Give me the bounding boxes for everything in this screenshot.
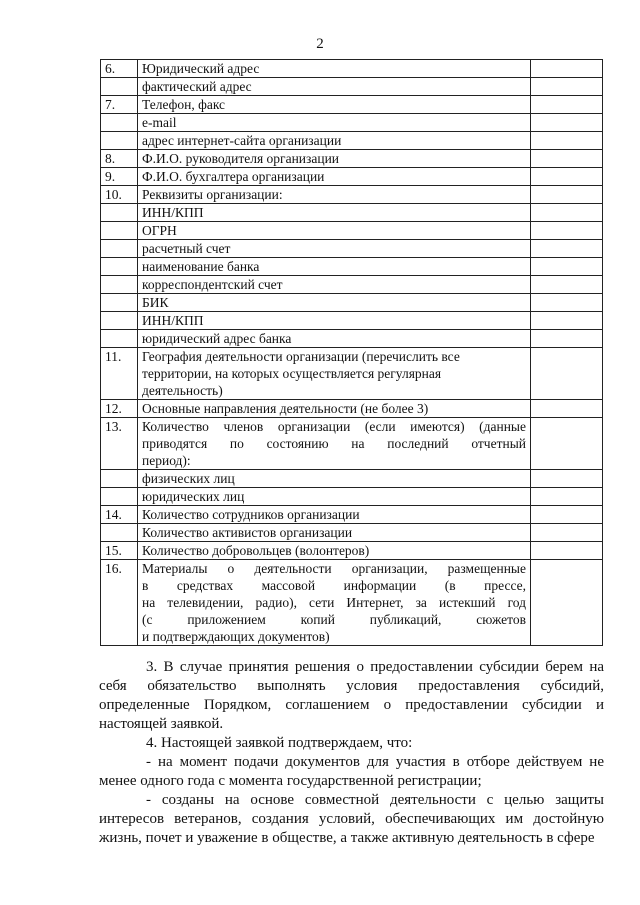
paragraph-confirmation: 4. Настоящей заявкой подтверждаем, что: xyxy=(146,735,413,751)
row-value-cell xyxy=(531,294,603,312)
row-number: 16. xyxy=(101,560,138,646)
row-value-cell xyxy=(531,204,603,222)
row-value-cell xyxy=(531,78,603,96)
field-name-line: территории, на которых осуществляется регулярная xyxy=(142,366,442,381)
table-row xyxy=(101,240,603,258)
field-name-line: корреспондентский счет xyxy=(142,277,283,292)
row-field-name xyxy=(138,276,531,294)
field-name-line: ОГРН xyxy=(142,223,177,238)
table-row xyxy=(101,132,603,150)
row-value-cell xyxy=(531,488,603,506)
confirmation-item-purpose: - созданы на основе совместной деятельности с целью защиты интересов ветеранов, создания условий, обеспечивающих им достойную жизнь, почет и уважение в обществе, а также активную деятельность в сфере xyxy=(99,792,604,846)
row-number xyxy=(101,276,138,294)
field-name-line: Основные направления деятельности (не более 3) xyxy=(142,401,429,416)
field-name-line: БИК xyxy=(142,295,169,310)
row-field-name xyxy=(138,168,531,186)
row-number xyxy=(101,330,138,348)
field-name-line: наименование банка xyxy=(142,259,260,274)
table-row xyxy=(101,294,603,312)
row-number xyxy=(101,488,138,506)
row-value-cell xyxy=(531,258,603,276)
table-row xyxy=(101,400,603,418)
field-name-line: ИНН/КПП xyxy=(142,313,204,328)
table-row xyxy=(101,348,603,400)
row-number: 14. xyxy=(101,506,138,524)
confirmation-item-activity-period: - на момент подачи документов для участия в отборе действуем не менее одного года с момента государственной регистрации; xyxy=(99,754,604,789)
field-name-line: адрес интернет-сайта организации xyxy=(142,133,342,148)
row-number xyxy=(101,114,138,132)
table-row xyxy=(101,60,603,78)
field-name-line: расчетный счет xyxy=(142,241,231,256)
row-value-cell xyxy=(531,348,603,400)
table-row xyxy=(101,258,603,276)
table-row xyxy=(101,330,603,348)
row-field-name xyxy=(138,400,531,418)
field-name-line: период): xyxy=(142,453,191,468)
form-table-body xyxy=(101,60,603,646)
row-field-name xyxy=(138,204,531,222)
application-form-table xyxy=(100,59,603,646)
row-number xyxy=(101,222,138,240)
row-field-name xyxy=(138,488,531,506)
table-row xyxy=(101,168,603,186)
field-name-line: Юридический адрес xyxy=(142,61,260,76)
row-field-name xyxy=(138,132,531,150)
table-row xyxy=(101,222,603,240)
row-number: 7. xyxy=(101,96,138,114)
row-field-name xyxy=(138,418,531,470)
row-number: 13. xyxy=(101,418,138,470)
row-field-name xyxy=(138,78,531,96)
table-row xyxy=(101,542,603,560)
table-row xyxy=(101,204,603,222)
row-value-cell xyxy=(531,240,603,258)
row-field-name xyxy=(138,258,531,276)
row-value-cell xyxy=(531,222,603,240)
row-value-cell xyxy=(531,186,603,204)
field-name-line: Телефон, факс xyxy=(142,97,226,112)
table-row xyxy=(101,276,603,294)
row-value-cell xyxy=(531,542,603,560)
row-value-cell xyxy=(531,150,603,168)
row-number xyxy=(101,524,138,542)
row-value-cell xyxy=(531,330,603,348)
table-row xyxy=(101,560,603,646)
field-name-line: e-mail xyxy=(142,115,177,130)
row-number xyxy=(101,470,138,488)
table-row xyxy=(101,186,603,204)
field-name-line: на телевидении, радио), сети Интернет, за истекший год xyxy=(142,595,526,610)
field-name-line: Материалы о деятельности организации, размещенные xyxy=(142,561,526,576)
row-number: 15. xyxy=(101,542,138,560)
application-body-text xyxy=(99,658,604,848)
row-value-cell xyxy=(531,114,603,132)
row-number xyxy=(101,312,138,330)
table-row xyxy=(101,418,603,470)
row-value-cell xyxy=(531,168,603,186)
row-value-cell xyxy=(531,524,603,542)
row-field-name xyxy=(138,150,531,168)
row-field-name xyxy=(138,186,531,204)
row-field-name xyxy=(138,330,531,348)
table-row xyxy=(101,150,603,168)
row-value-cell xyxy=(531,506,603,524)
field-name-line: юридический адрес банка xyxy=(142,331,292,346)
row-number xyxy=(101,132,138,150)
field-name-line: Количество членов организации (если имеются) (данные xyxy=(142,419,526,434)
row-number xyxy=(101,240,138,258)
row-number: 9. xyxy=(101,168,138,186)
field-name-line: фактический адрес xyxy=(142,79,252,94)
field-name-line: деятельность) xyxy=(142,383,223,398)
row-value-cell xyxy=(531,470,603,488)
row-number xyxy=(101,204,138,222)
row-value-cell xyxy=(531,312,603,330)
field-name-line: юридических лиц xyxy=(142,489,245,504)
paragraph-obligation: 3. В случае принятия решения о предоставлении субсидии берем на себя обязательство выполнять условия предоставления субсидий, определенные Порядком, соглашением о предоставлении субсидии и настоящей заявкой. xyxy=(99,659,604,732)
row-value-cell xyxy=(531,560,603,646)
table-row xyxy=(101,78,603,96)
table-row xyxy=(101,96,603,114)
row-value-cell xyxy=(531,132,603,150)
field-name-line: Ф.И.О. руководителя организации xyxy=(142,151,340,166)
row-number xyxy=(101,258,138,276)
table-row xyxy=(101,488,603,506)
row-field-name xyxy=(138,470,531,488)
row-number: 6. xyxy=(101,60,138,78)
row-field-name xyxy=(138,222,531,240)
field-name-line: География деятельности организации (перечислить все xyxy=(142,349,460,364)
row-number xyxy=(101,78,138,96)
row-field-name xyxy=(138,60,531,78)
field-name-line: Реквизиты организации: xyxy=(142,187,283,202)
field-name-line: ИНН/КПП xyxy=(142,205,204,220)
row-value-cell xyxy=(531,276,603,294)
row-number xyxy=(101,294,138,312)
field-name-line: и подтверждающих документов) xyxy=(142,629,330,644)
row-field-name xyxy=(138,114,531,132)
row-number: 8. xyxy=(101,150,138,168)
row-number: 11. xyxy=(101,348,138,400)
field-name-line: Количество добровольцев (волонтеров) xyxy=(142,543,370,558)
table-row xyxy=(101,114,603,132)
field-name-line: (с приложением копий публикаций, сюжетов xyxy=(142,612,526,627)
row-value-cell xyxy=(531,96,603,114)
row-field-name xyxy=(138,96,531,114)
row-field-name xyxy=(138,506,531,524)
row-field-name xyxy=(138,294,531,312)
field-name-line: Количество сотрудников организации xyxy=(142,507,360,522)
field-name-line: Количество активистов организации xyxy=(142,525,353,540)
row-field-name xyxy=(138,240,531,258)
table-row xyxy=(101,506,603,524)
row-field-name xyxy=(138,542,531,560)
row-field-name xyxy=(138,348,531,400)
page-number: 2 xyxy=(316,36,324,52)
row-value-cell xyxy=(531,400,603,418)
field-name-line: Ф.И.О. бухгалтера организации xyxy=(142,169,325,184)
field-name-line: в средствах массовой информации (в прессе, xyxy=(142,578,526,593)
row-field-name xyxy=(138,312,531,330)
row-value-cell xyxy=(531,418,603,470)
row-value-cell xyxy=(531,60,603,78)
table-row xyxy=(101,524,603,542)
table-row xyxy=(101,470,603,488)
field-name-line: приводятся по состоянию на последний отчетный xyxy=(142,436,526,451)
row-field-name xyxy=(138,560,531,646)
field-name-line: физических лиц xyxy=(142,471,235,486)
row-field-name xyxy=(138,524,531,542)
row-number: 12. xyxy=(101,400,138,418)
table-row xyxy=(101,312,603,330)
row-number: 10. xyxy=(101,186,138,204)
